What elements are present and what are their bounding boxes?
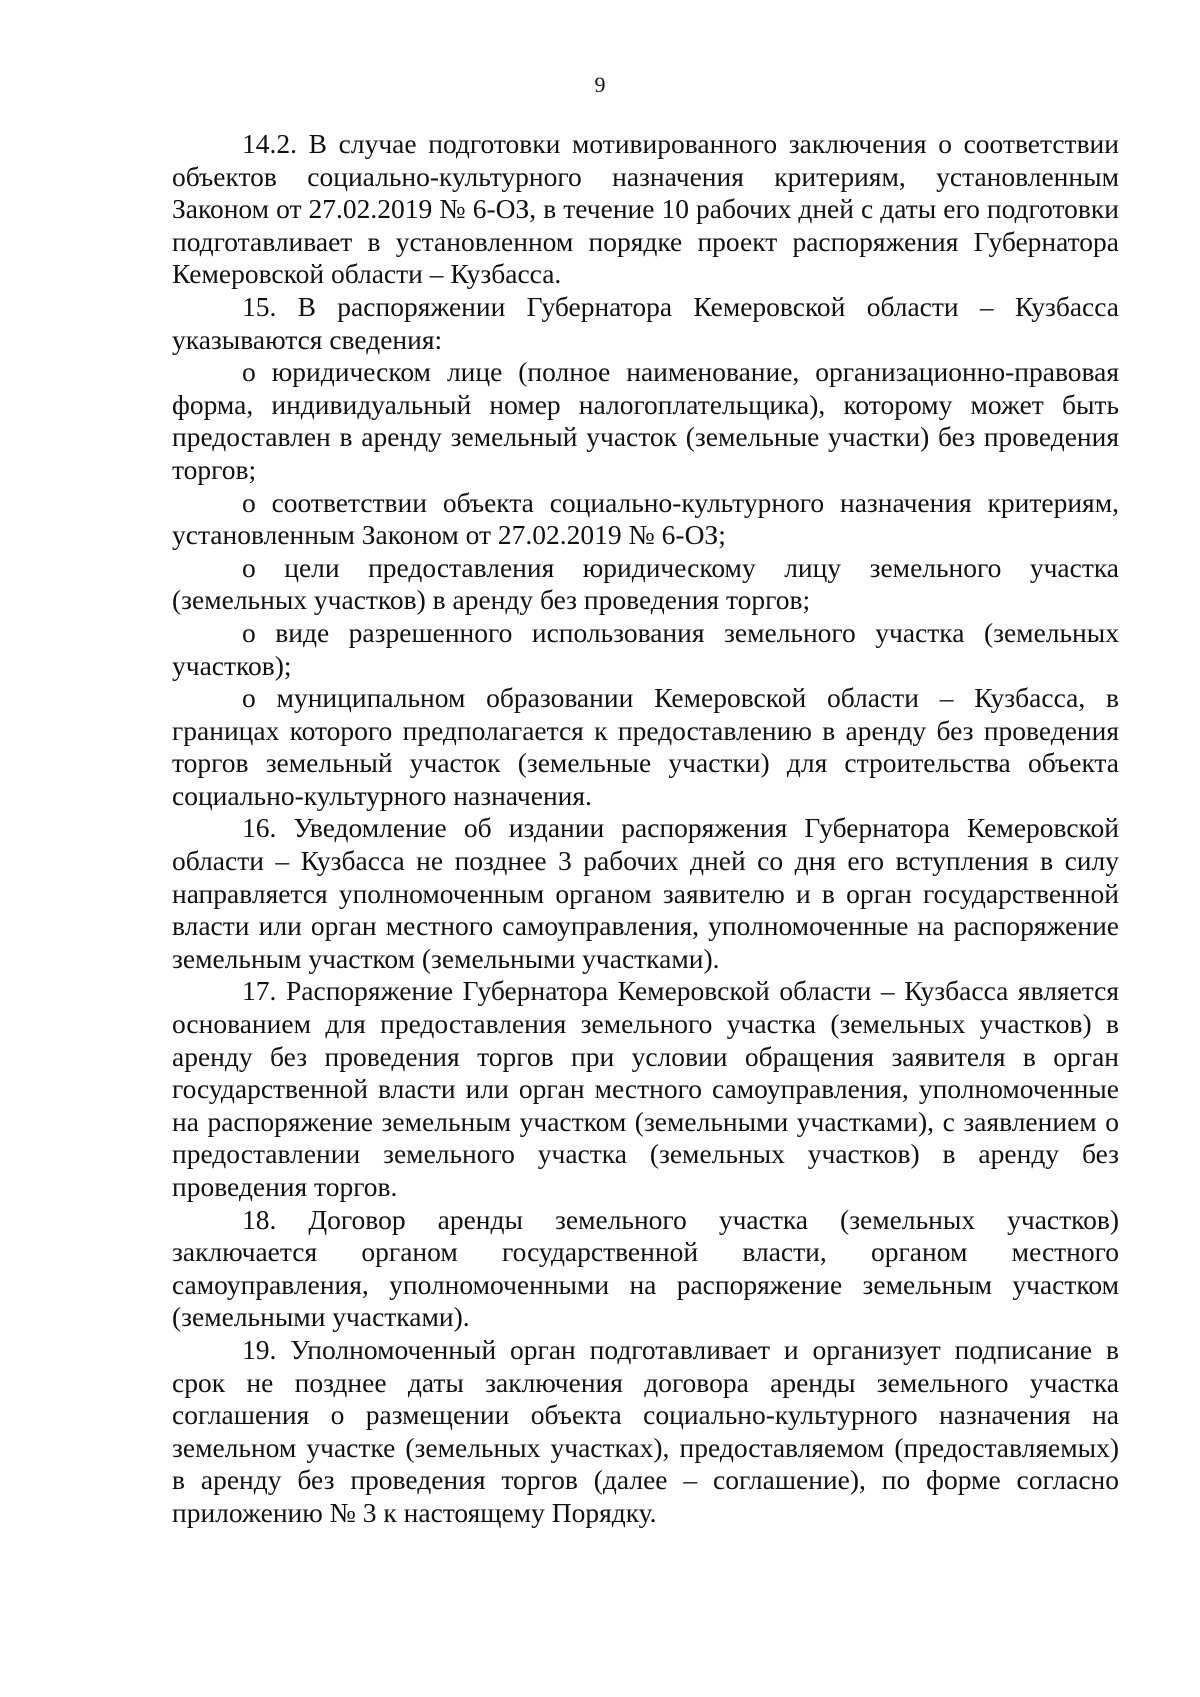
paragraph-15-permitted-use: о виде разрешенного использования земельного участка (земельных участков); [172,616,1119,681]
paragraph-16: 16. Уведомление об издании распоряжения Губернатора Кемеровской области – Кузбасса не позднее 3 рабочих дней со дня его вступления в силу направляется уполномоченным органом заявителю и в орган государственной власти или орган местного самоуправления, уполномоченные на распоряжение земельным участком (земельными участками). [172,812,1119,974]
page-number: 9 [594,72,606,97]
paragraph-15-criteria-compliance: о соответствии объекта социально-культурного назначения критериям, установленным Законом от 27.02.2019 № 6-ОЗ; [172,486,1119,551]
paragraph-17: 17. Распоряжение Губернатора Кемеровской области – Кузбасса является основанием для предоставления земельного участка (земельных участков) в аренду без проведения торгов при условии обращения заявителя в орган государственной власти или орган местного самоуправления, уполномоченные на распоряжение земельным участком (земельными участками), с заявлением о предоставлении земельного участка (земельных участков) в аренду без проведения торгов. [172,975,1119,1202]
paragraph-15-legal-entity: о юридическом лице (полное наименование, организационно-правовая форма, индивидуальный номер налогоплательщика), которому может быть предоставлен в аренду земельный участок (земельные участки) без проведения торгов; [172,356,1119,485]
paragraph-15-purpose: о цели предоставления юридическому лицу земельного участка (земельных участков) в аренду без проведения торгов; [172,551,1119,616]
document-body [172,128,1119,1530]
paragraph-18: 18. Договор аренды земельного участка (земельных участков) заключается органом государственной власти, органом местного самоуправления, уполномоченными на распоряжение земельным участком (земельными участками). [172,1203,1119,1333]
paragraph-15: 15. В распоряжении Губернатора Кемеровской области – Кузбасса указываются сведения: [172,290,1119,355]
paragraph-14-2: 14.2. В случае подготовки мотивированного заключения о соответствии объектов социально-культурного назначения критериям, установленным Законом от 27.02.2019 № 6-ОЗ, в течение 10 рабочих дней с даты его подготовки подготавливает в установленном порядке проект распоряжения Губернатора Кемеровской области – Кузбасса. [172,128,1119,290]
paragraph-19: 19. Уполномоченный орган подготавливает и организует подписание в срок не позднее даты заключения договора аренды земельного участка соглашения о размещении объекта социально-культурного назначения на земельном участке (земельных участках), предоставляемом (предоставляемых) в аренду без проведения торгов (далее – соглашение), по форме согласно приложению № 3 к настоящему Порядку. [172,1333,1119,1528]
paragraph-15-municipality: о муниципальном образовании Кемеровской области – Кузбасса, в границах которого предполагается к предоставлению в аренду без проведения торгов земельный участок (земельные участки) для строительства объекта социально-культурного назначения. [172,682,1119,811]
